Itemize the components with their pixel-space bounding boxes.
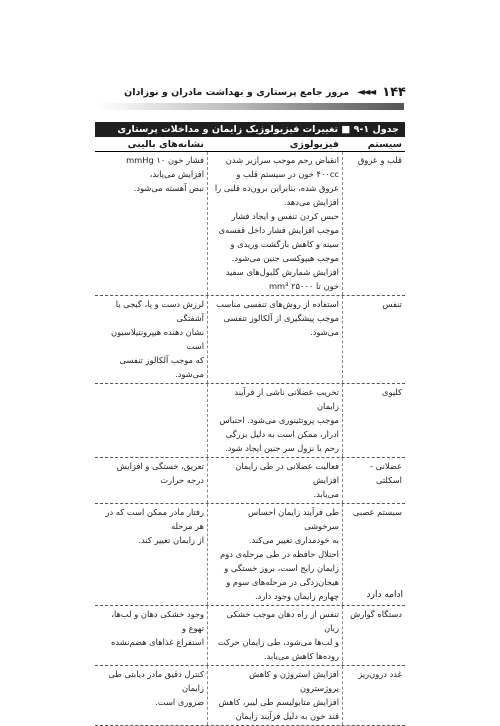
- physiology-line: افزایش استروژن و کاهش پروژسترون: [249, 669, 339, 693]
- physiology-cell: [207, 296, 342, 383]
- physiology-line: موجب پیشگیری از آلکالوز تنفسی: [223, 313, 339, 323]
- system-cell: تنفس: [342, 296, 405, 383]
- signs-cell: [95, 384, 207, 457]
- physiology-line: هیجان‌زدگی در مرحله‌های سوم و: [226, 577, 339, 587]
- sign-line: لرزش دست و پا، گیجی یا آشفتگی: [115, 299, 204, 323]
- page-header: [96, 84, 406, 100]
- physiology-line: احتلال حافظه در طی مرحله‌ی دوم: [220, 549, 339, 559]
- physiology-line: روده‌ها کاهش می‌یابد.: [263, 651, 339, 661]
- physiology-line: و لب‌ها می‌شود، طی زایمان حرکت: [217, 637, 339, 647]
- page-number: ۱۴۴: [382, 84, 406, 100]
- physiology-cell: [207, 606, 342, 665]
- signs-cell: [95, 458, 207, 503]
- table-row: [95, 666, 405, 726]
- physiology-line: می‌یابد.: [313, 489, 339, 499]
- physiology-line: زایمان رایج است، بروز خستگی و: [224, 563, 339, 573]
- physiology-line: افزایش می‌دهد.: [283, 197, 339, 207]
- table-row: [95, 458, 405, 504]
- signs-cell: [95, 666, 207, 725]
- table-header-row: [95, 137, 405, 152]
- physiology-line: فعالیت عضلانی در طی زایمان افزایش: [235, 461, 339, 485]
- physiology-line: موجب پروتئینوری می‌شود. احتباس: [219, 415, 339, 425]
- table-row: [95, 152, 405, 296]
- system-cell: کلیوی: [342, 384, 405, 457]
- physiology-line: تنفس از راه دهان موجب خشکی زبان: [226, 609, 339, 633]
- physiology-line: قند خون به دلیل فرآیند زایمان: [235, 711, 339, 721]
- sign-line: ضروری است.: [155, 697, 204, 707]
- system-cell: سیستم عصبی: [342, 504, 405, 605]
- table-row: [95, 384, 405, 458]
- sign-line: که موجب آلکالوز تنفسی می‌شود.: [119, 355, 204, 379]
- physiology-line: خون تا ۲۵۰۰۰ mm³: [268, 281, 339, 291]
- table-title: جدول ۱-۹ ■ تغییرات فیزیولوژیک زایمان و مداخلات پرستاری: [117, 124, 399, 135]
- signs-cell: [95, 504, 207, 605]
- table-title-bar: [95, 122, 405, 137]
- physiology-line: حبس کردن تنفس و ایجاد فشار: [231, 211, 339, 221]
- physiology-line: انقباض رحم موجب سرازیر شدن: [225, 155, 339, 165]
- sign-line: نبض آهسته می‌شود.: [133, 183, 204, 193]
- table-body: [95, 152, 405, 726]
- table-row: [95, 296, 405, 384]
- sign-line: از زایمان تغییر کند.: [138, 535, 204, 545]
- physiology-line: سینه و کاهش بازگشت وریدی و: [230, 239, 339, 249]
- physiology-line: افزایش شمارش گلبول‌های سفید: [225, 267, 339, 277]
- sign-line: تعریق، خستگی و افزایش درجه حرارت: [116, 461, 204, 485]
- physiology-line: چهارم زایمان وجود دارد.: [254, 591, 339, 601]
- system-cell: غدد درون‌ریز: [342, 666, 405, 725]
- continued-note: ادامه دارد: [366, 590, 403, 600]
- header-divider: [96, 103, 404, 110]
- system-cell: عضلانی - اسکلتی: [342, 458, 405, 503]
- physiology-cell: [207, 504, 342, 605]
- physiology-line: تخریب عضلانی ناشی از فرآیند زایمان: [234, 387, 339, 411]
- physiology-line: عروق شده، بنابراین برون‌ده قلبی را: [214, 183, 339, 193]
- sign-line: نشان دهنده هیپرونتیلاسیون است: [111, 327, 204, 351]
- signs-cell: [95, 296, 207, 383]
- physiology-line: رحم یا نزول سر جنین ایجاد شود.: [225, 443, 339, 453]
- sign-line: وجود خشکی دهان و لب‌ها، تهوع و: [111, 609, 204, 633]
- column-header-system: سیستم: [367, 138, 402, 150]
- physiology-line: استفاده از روش‌های تنفسی مناسب: [216, 299, 339, 309]
- physiology-line: طی فرآیند زایمان احساس سرخوشی: [248, 507, 339, 531]
- physiology-line: موجب افزایش فشار داخل قفسه‌ی: [218, 225, 339, 235]
- physiology-line: افزایش متابولیسم طی لیبر، کاهش: [218, 697, 339, 707]
- physiology-cell: [207, 152, 342, 295]
- physiology-cell: [207, 458, 342, 503]
- physiology-cell: [207, 384, 342, 457]
- sign-line: فشار خون mmHg ۱۰ افزایش می‌یابد،: [126, 155, 204, 179]
- physiology-table: [95, 122, 405, 726]
- physiology-line: به خودمداری تغییر می‌کند.: [248, 535, 339, 545]
- physiology-line: موجب هیپوکسی جنین می‌شود.: [231, 253, 339, 263]
- book-title: مرور جامع پرستاری و بهداشت مادران و نوزادان: [124, 86, 350, 98]
- system-cell: قلب و عروق: [342, 152, 405, 295]
- column-header-signs: نشانه‌های بالینی: [127, 138, 204, 150]
- table-row: [95, 606, 405, 666]
- physiology-cell: [207, 666, 342, 725]
- signs-cell: [95, 606, 207, 665]
- column-header-physiology: فیزیولوژی: [289, 138, 339, 150]
- system-cell: دستگاه گوارش: [342, 606, 405, 665]
- sign-line: رفتار مادر ممکن است که در هر مرحله: [105, 507, 204, 531]
- physiology-line: ادرار، ممکن است به دلیل بزرگی: [225, 429, 339, 439]
- physiology-line: می‌شود.: [310, 327, 339, 337]
- signs-cell: [95, 152, 207, 295]
- arrow-icon: ◄◄◄: [357, 86, 375, 98]
- sign-line: استفراغ غذاهای هضم‌نشده: [111, 637, 204, 647]
- physiology-line: ۴۰۰cc خون در سیستم قلب و: [236, 169, 339, 179]
- sign-line: کنترل دقیق مادر دیابتی طی زایمان: [108, 669, 204, 693]
